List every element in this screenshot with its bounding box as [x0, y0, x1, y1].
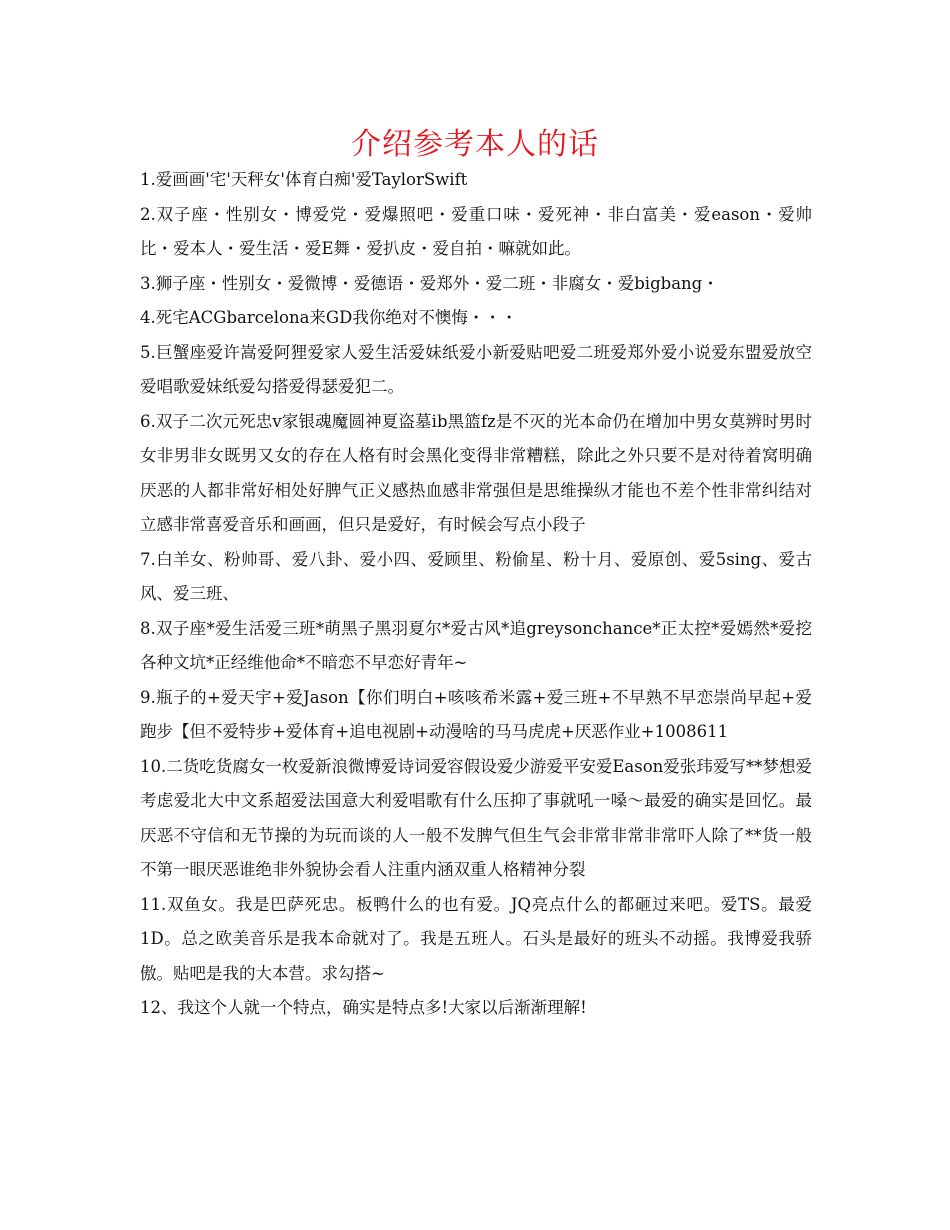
- paragraph-9: 9.瓶子的+爱天宇+爱Jason【你们明白+咳咳希米露+爱三班+不早熟不早恋崇尚早起+爱跑步【但不爱特步+爱体育+追电视剧+动漫啥的马马虎虎+厌恶作业+1008611: [140, 687, 812, 741]
- paragraph-10: 10.二货吃货腐女一枚爱新浪微博爱诗词爱容假设爱少游爱平安爱Eason爱张玮爱写**梦想爱考虑爱北大中文系超爱法国意大利爱唱歌有什么压抑了事就吼一嗓～最爱的确实是回忆。最厌恶不守信和无节操的为玩而谈的人一般不发脾气但生气会非常非常非常吓人除了**货一般不第一眼厌恶谁绝非外貌协会看人注重内涵双重人格精神分裂: [140, 756, 812, 879]
- paragraph-7: 7.白羊女、粉帅哥、爱八卦、爱小四、爱顾里、粉偷星、粉十月、爱原创、爱5sing、爱古风、爱三班、: [140, 549, 812, 603]
- paragraph-2: 2.双子座・性别女・博爱党・爱爆照吧・爱重口味・爱死神・非白富美・爱eason・爱帅比・爱本人・爱生活・爱E舞・爱扒皮・爱自拍・嘛就如此。: [140, 204, 812, 258]
- paragraph-8: 8.双子座*爱生活爱三班*萌黑子黑羽夏尔*爱古风*追greysonchance*正太控*爱嫣然*爱挖各种文坑*正经维他命*不暗恋不早恋好青年~: [140, 618, 812, 672]
- document-title: 介绍参考本人的话: [351, 127, 599, 162]
- paragraph-3: 3.狮子座・性别女・爱微博・爱德语・爱郑外・爱二班・非腐女・爱bigbang・: [140, 273, 719, 293]
- document-body: [140, 163, 812, 1026]
- paragraph-1: 1.爱画画'宅'天秤女'体育白痴'爱TaylorSwift: [140, 170, 468, 189]
- paragraph-5: 5.巨蟹座爱许嵩爱阿狸爱家人爱生活爱妹纸爱小新爱贴吧爱二班爱郑外爱小说爱东盟爱放空爱唱歌爱妹纸爱勾搭爱得瑟爱犯二。: [140, 342, 812, 396]
- paragraph-4: 4.死宅ACGbarcelona来GD我你绝对不懊悔・・・: [140, 308, 518, 327]
- paragraph-11: 11.双鱼女。我是巴萨死忠。板鸭什么的也有爱。JQ亮点什么的都砸过来吧。爱TS。最爱1D。总之欧美音乐是我本命就对了。我是五班人。石头是最好的班头不动摇。我博爱我骄傲。贴吧是我的大本营。求勾搭~: [140, 894, 812, 983]
- paragraph-6: 6.双子二次元死忠v家银魂魔圆神夏盗墓ib黑篮fz是不灭的光本命仍在增加中男女莫辨时男时女非男非女既男又女的存在人格有时会黑化变得非常糟糕，除此之外只要不是对待着窝明确厌恶的人都非常好相处好脾气正义感热血感非常强但是思维操纵才能也不差个性非常纠结对立感非常喜爱音乐和画画，但只是爱好，有时候会写点小段子: [140, 411, 812, 534]
- paragraph-12: 12、我这个人就一个特点，确实是特点多!大家以后渐渐理解!: [140, 998, 587, 1017]
